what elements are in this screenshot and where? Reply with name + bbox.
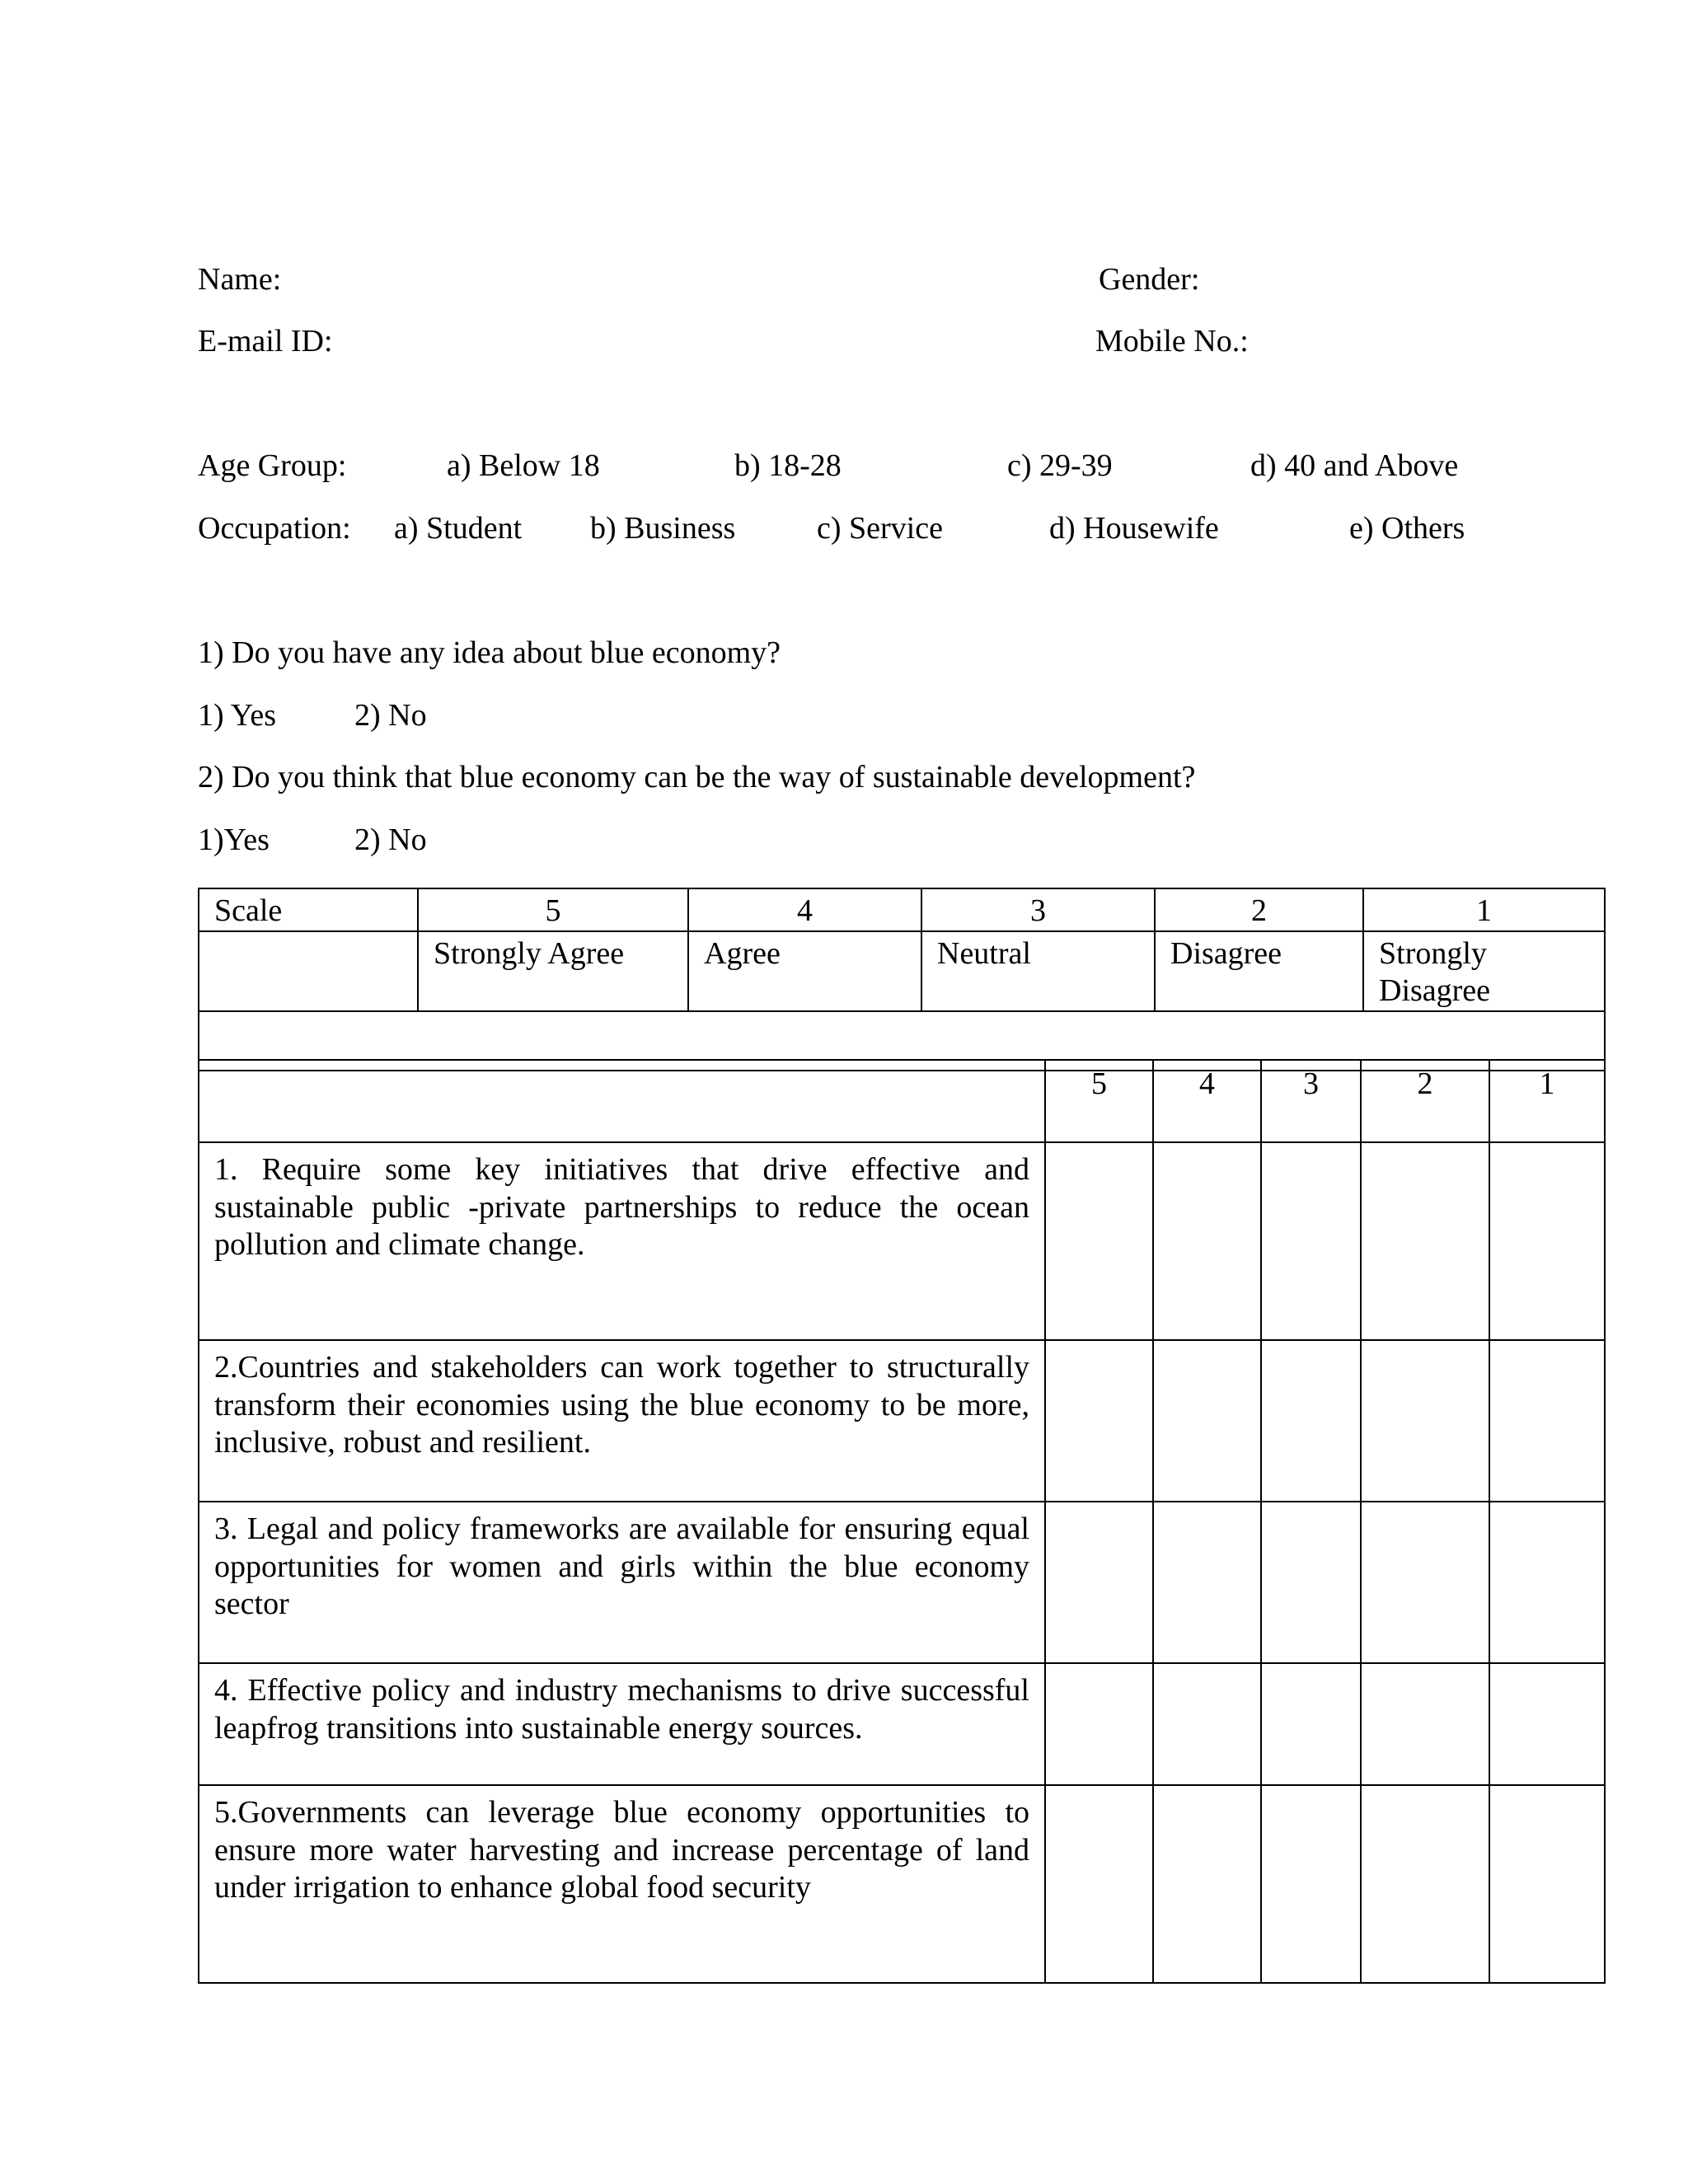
rating-cell[interactable] <box>1045 1142 1153 1340</box>
statement-text: 2.Countries and stakeholders can work together to structurally transform their economies using the blue economy to be more, inclusive, robust and resilient. <box>199 1340 1045 1502</box>
rating-cell[interactable] <box>1489 1663 1605 1785</box>
scale-label-neutral: Neutral <box>921 931 1155 1011</box>
occupation-label: Occupation: <box>198 511 351 546</box>
age-option-40-above[interactable]: d) 40 and Above <box>1250 448 1459 483</box>
statements-rating-table <box>198 1059 1606 1984</box>
rating-column-3: 3 <box>1261 1060 1361 1142</box>
rating-cell[interactable] <box>1261 1502 1361 1663</box>
rating-cell[interactable] <box>1489 1785 1605 1983</box>
question-1-yes-option[interactable]: 1) Yes <box>198 698 277 733</box>
rating-cell[interactable] <box>1361 1502 1489 1663</box>
occupation-option-business[interactable]: b) Business <box>590 511 736 546</box>
rating-cell[interactable] <box>1489 1502 1605 1663</box>
scale-number-1: 1 <box>1363 888 1605 931</box>
rating-cell[interactable] <box>1045 1502 1153 1663</box>
scale-label-strongly-disagree: Strongly Disagree <box>1363 931 1605 1011</box>
rating-cell[interactable] <box>1489 1142 1605 1340</box>
statement-row <box>199 1340 1605 1502</box>
scale-label: Scale <box>199 888 418 931</box>
rating-cell[interactable] <box>1153 1663 1261 1785</box>
statement-text: 4. Effective policy and industry mechanisms to drive successful leapfrog transitions into sustainable energy sources. <box>199 1663 1045 1785</box>
statement-row <box>199 1502 1605 1663</box>
gender-label: Gender: <box>1099 262 1200 297</box>
rating-cell[interactable] <box>1361 1785 1489 1983</box>
question-2-text: 2) Do you think that blue economy can be the way of sustainable development? <box>198 760 1196 794</box>
rating-cell[interactable] <box>1261 1142 1361 1340</box>
rating-column-5: 5 <box>1045 1060 1153 1142</box>
statement-text: 3. Legal and policy frameworks are available for ensuring equal opportunities for women and girls within the blue economy sector <box>199 1502 1045 1663</box>
rating-cell[interactable] <box>1153 1785 1261 1983</box>
rating-column-4: 4 <box>1153 1060 1261 1142</box>
statement-row <box>199 1663 1605 1785</box>
scale-legend-table <box>198 888 1606 1071</box>
scale-number-3: 3 <box>921 888 1155 931</box>
scale-label-disagree: Disagree <box>1155 931 1363 1011</box>
statement-text: 5.Governments can leverage blue economy opportunities to ensure more water harvesting and increase percentage of land under irrigation to enhance global food security <box>199 1785 1045 1983</box>
scale-number-5: 5 <box>418 888 688 931</box>
rating-cell[interactable] <box>1361 1663 1489 1785</box>
rating-cell[interactable] <box>1489 1340 1605 1502</box>
age-option-18-28[interactable]: b) 18-28 <box>734 448 842 483</box>
scale-number-2: 2 <box>1155 888 1363 931</box>
email-label: E-mail ID: <box>198 324 333 359</box>
occupation-option-student[interactable]: a) Student <box>394 511 523 546</box>
scale-number-4: 4 <box>688 888 921 931</box>
rating-cell[interactable] <box>1261 1663 1361 1785</box>
occupation-option-others[interactable]: e) Others <box>1349 511 1465 546</box>
rating-cell[interactable] <box>1153 1340 1261 1502</box>
scale-label-strongly-agree: Strongly Agree <box>418 931 688 1011</box>
rating-cell[interactable] <box>1045 1663 1153 1785</box>
rating-cell[interactable] <box>1261 1340 1361 1502</box>
rating-column-1: 1 <box>1489 1060 1605 1142</box>
rating-cell[interactable] <box>1361 1142 1489 1340</box>
rating-cell[interactable] <box>1045 1340 1153 1502</box>
rating-column-2: 2 <box>1361 1060 1489 1142</box>
rating-cell[interactable] <box>1361 1340 1489 1502</box>
name-label: Name: <box>198 262 282 297</box>
rating-cell[interactable] <box>1261 1785 1361 1983</box>
scale-label-agree: Agree <box>688 931 921 1011</box>
rating-cell[interactable] <box>1045 1785 1153 1983</box>
statement-row <box>199 1785 1605 1983</box>
age-option-below-18[interactable]: a) Below 18 <box>447 448 600 483</box>
occupation-option-service[interactable]: c) Service <box>817 511 943 546</box>
age-group-label: Age Group: <box>198 448 347 483</box>
question-2-no-option[interactable]: 2) No <box>354 823 427 857</box>
age-option-29-39[interactable]: c) 29-39 <box>1007 448 1113 483</box>
rating-cell[interactable] <box>1153 1502 1261 1663</box>
occupation-option-housewife[interactable]: d) Housewife <box>1049 511 1219 546</box>
statement-row <box>199 1142 1605 1340</box>
statement-header-empty-cell <box>199 1060 1045 1142</box>
question-1-no-option[interactable]: 2) No <box>354 698 427 733</box>
statement-text: 1. Require some key initiatives that drive effective and sustainable public -private partnerships to reduce the ocean pollution and climate change. <box>199 1142 1045 1340</box>
question-1-text: 1) Do you have any idea about blue economy? <box>198 635 781 670</box>
scale-label-empty-cell <box>199 931 418 1011</box>
mobile-label: Mobile No.: <box>1095 324 1249 359</box>
question-2-yes-option[interactable]: 1)Yes <box>198 823 270 857</box>
rating-cell[interactable] <box>1153 1142 1261 1340</box>
